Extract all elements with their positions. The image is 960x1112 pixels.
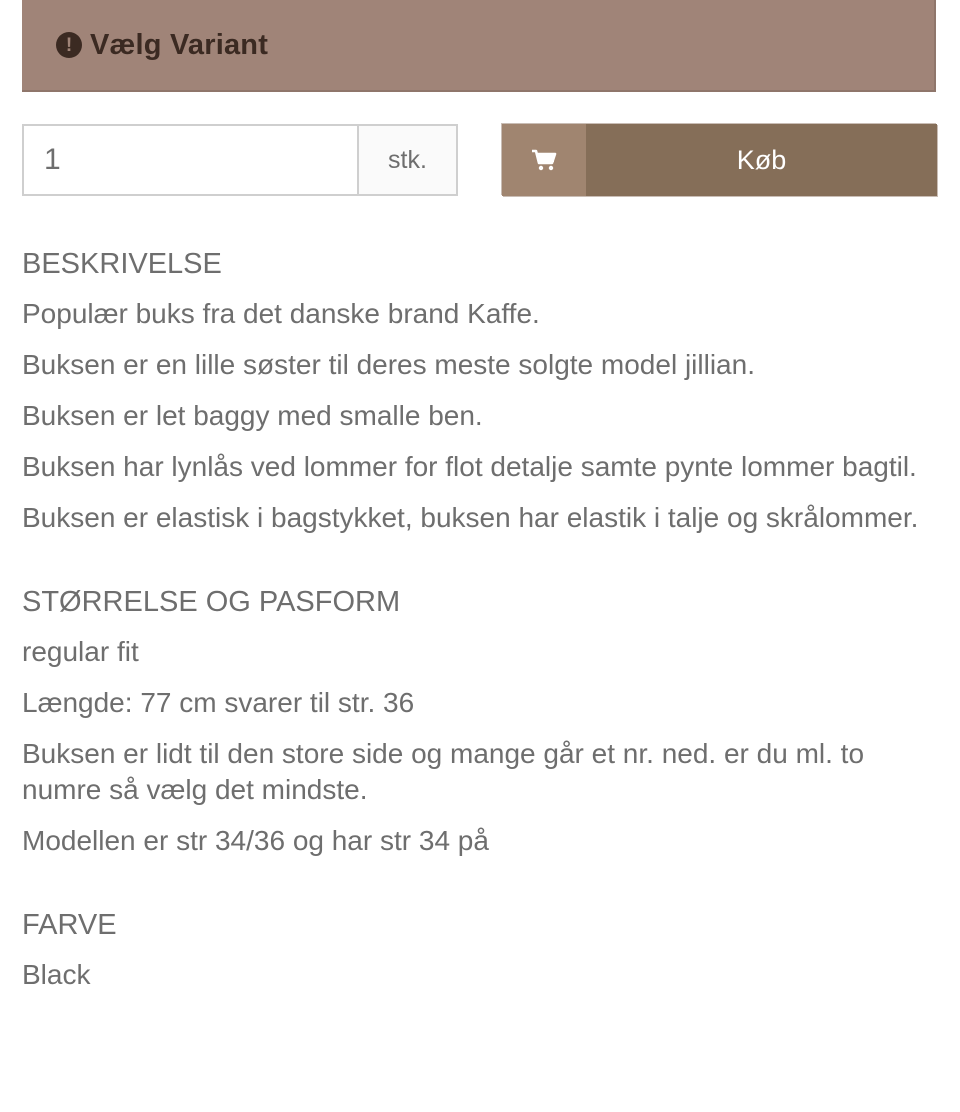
buy-button-label: Køb	[736, 144, 787, 175]
description-paragraph: Buksen har lynlås ved lommer for flot detalje samte pynte lommer bagtil.	[22, 451, 917, 482]
section-title: FARVE	[22, 909, 117, 941]
exclamation-circle-icon: !	[56, 32, 82, 58]
quantity-input[interactable]	[22, 124, 357, 196]
description-paragraph: Buksen er let baggy med smalle ben.	[22, 400, 483, 431]
color-value: Black	[22, 959, 91, 990]
size-paragraph: Buksen er lidt til den store side og mange går et nr. ned. er du ml. to numre så vælg det mindste.	[22, 738, 865, 805]
buy-button[interactable]	[502, 124, 937, 196]
section-title: BESKRIVELSE	[22, 248, 222, 280]
section-size-fit	[22, 584, 942, 859]
description-paragraph: Buksen er elastisk i bagstykket, buksen har elastik i talje og skrålommer.	[22, 502, 919, 533]
size-paragraph: regular fit	[22, 636, 139, 667]
size-paragraph: Længde: 77 cm svarer til str. 36	[22, 687, 415, 718]
quantity-group	[22, 124, 458, 196]
variant-notice-label: Vælg Variant	[90, 28, 269, 61]
description-paragraph: Buksen er en lille søster til deres meste solgte model jillian.	[22, 349, 755, 380]
shopping-cart-icon	[502, 124, 586, 196]
quantity-unit-label: stk.	[357, 124, 458, 196]
variant-notice[interactable]	[22, 0, 936, 92]
description-paragraph: Populær buks fra det danske brand Kaffe.	[22, 298, 540, 329]
size-paragraph: Modellen er str 34/36 og har str 34 på	[22, 825, 489, 856]
section-color	[22, 907, 942, 993]
section-description	[22, 246, 942, 536]
product-description	[22, 246, 942, 1041]
section-title: STØRRELSE OG PASFORM	[22, 586, 401, 618]
